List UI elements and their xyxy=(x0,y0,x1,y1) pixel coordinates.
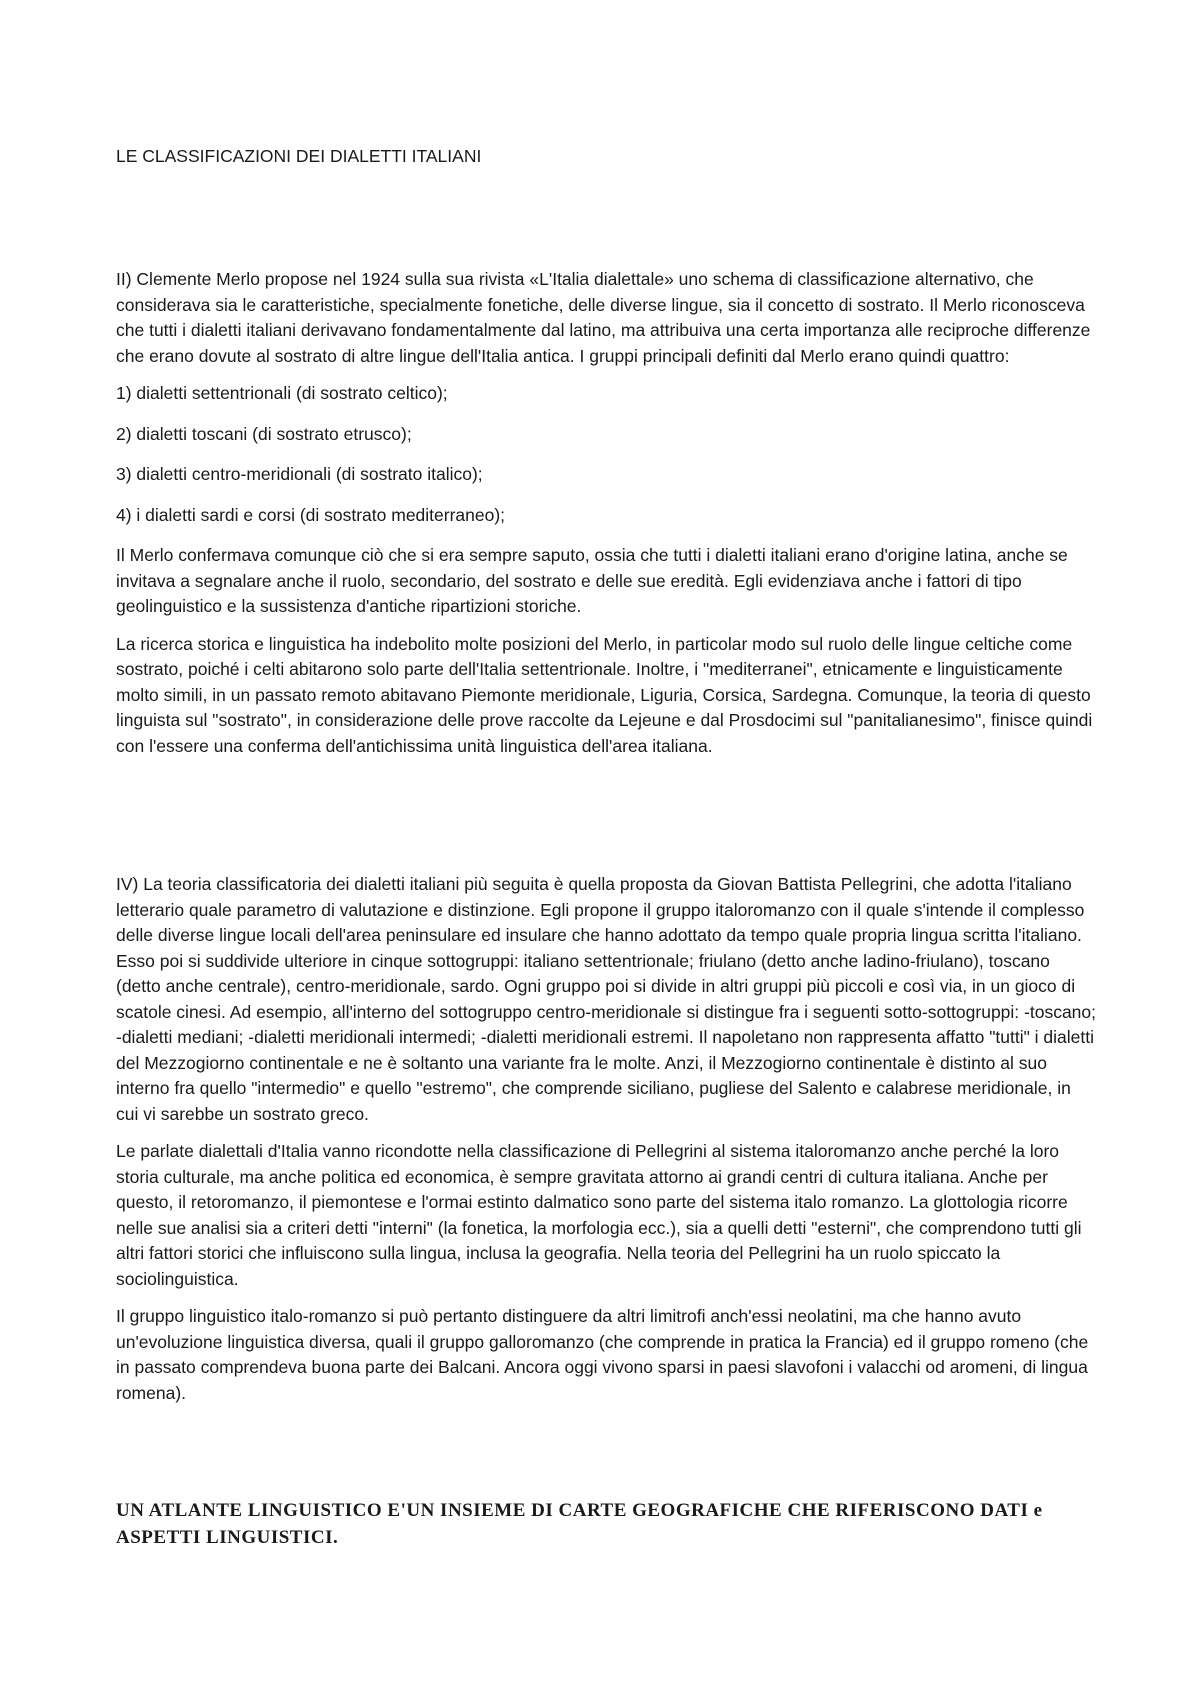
pellegrini-paragraph: Le parlate dialettali d'Italia vanno ricondotte nella classificazione di Pellegrini al sistema italoromanzo anche perché la loro storia culturale, ma anche politica ed economica, è sempre gravitata attorno ai grandi centri di cultura italiana. Anche per questo, il retoromanzo, il piemontese e l'ormai estinto dalmatico sono parte del sistema italo romanzo. La glottologia ricorre nelle sue analisi sia a criteri detti "interni" (la fonetica, la morfologia ecc.), sia a quelli detti "esterni", che comprendono tutti gli altri fattori storici che influiscono sulla lingua, inclusa la geografia. Nella teoria del Pellegrini ha un ruolo spiccato la sociolinguistica. xyxy=(116,1141,1082,1289)
merlo-group-item: 1) dialetti settentrionali (di sostrato celtico); xyxy=(116,383,448,403)
merlo-intro-paragraph: II) Clemente Merlo propose nel 1924 sulla sua rivista «L'Italia dialettale» uno schema di classificazione alternativo, che considerava sia le caratteristiche, specialmente fonetiche, delle diverse lingue, sia il concetto di sostrato. Il Merlo riconosceva che tutti i dialetti italiani derivavano fondamentalmente dal latino, ma attribuiva una certa importanza alle reciproche differenze che erano dovute al sostrato di altre lingue dell'Italia antica. I gruppi principali definiti dal Merlo erano quindi quattro: xyxy=(116,269,1091,366)
section-merlo xyxy=(116,267,1096,771)
merlo-paragraph: Il Merlo confermava comunque ciò che si era sempre saputo, ossia che tutti i dialetti italiani erano d'origine latina, anche se invitava a segnalare anche il ruolo, secondario, del sostrato e delle sue eredità. Egli evidenziava anche i fattori di tipo geolinguistico e la sussistenza d'antiche ripartizioni storiche. xyxy=(116,545,1068,616)
merlo-group-item: 4) i dialetti sardi e corsi (di sostrato mediterraneo); xyxy=(116,504,506,525)
merlo-group-item: 2) dialetti toscani (di sostrato etrusco); xyxy=(116,423,412,444)
atlas-definition-heading: UN ATLANTE LINGUISTICO E'UN INSIEME DI CARTE GEOGRAFICHE CHE RIFERISCONO DATI e ASPETTI LINGUISTICI. xyxy=(116,1500,1043,1548)
pellegrini-paragraph: IV) La teoria classificatoria dei dialetti italiani più seguita è quella proposta da Giovan Battista Pellegrini, che adotta l'italiano letterario quale parametro di valutazione e distinzione. Egli propone il gruppo italoromanzo con il quale s'intende il complesso delle diverse lingue locali dell'area peninsulare ed insulare che hanno adottato da tempo quale propria lingua scritta l'italiano. Esso poi si suddivide ulteriore in cinque sottogruppi: italiano settentrionale; friulano (detto anche ladino-friulano), toscano (detto anche centrale), centro-meridionale, sardo. Ogni gruppo poi si divide in altri gruppi più piccoli e così via, in un gioco di scatole cinesi. Ad esempio, all'interno del sottogruppo centro-meridionale si distingue fra i seguenti sotto-sottogruppi: -toscano; -dialetti mediani; -dialetti meridionali intermedi; -dialetti meridionali estremi. Il napoletano non rappresenta affatto "tutti" i dialetti del Mezzogiorno continentale e ne è soltanto una variante fra le molte. Anzi, il Mezzogiorno continentale è distinto al suo interno fra quello "intermedio" e quello "estremo", che comprende siciliano, pugliese del Salento e calabrese meridionale, in cui vi sarebbe un sostrato greco. xyxy=(116,874,1096,1124)
merlo-paragraph: La ricerca storica e linguistica ha indebolito molte posizioni del Merlo, in particolar modo sul ruolo delle lingue celtiche come sostrato, poiché i celti abitarono solo parte dell'Italia settentrionale. Inoltre, i "mediterranei", etnicamente e linguisticamente molto simili, in un passato remoto abitavano Piemonte meridionale, Liguria, Corsica, Sardegna. Comunque, la teoria di questo linguista sul "sostrato", in considerazione delle prove raccolte da Lejeune e dal Prosdocimi sul "panitalianesimo", finisce quindi con l'essere una conferma dell'antichissima unità linguistica dell'area italiana. xyxy=(116,633,1093,756)
document-title: LE CLASSIFICAZIONI DEI DIALETTI ITALIANI xyxy=(116,146,482,166)
merlo-group-item: 3) dialetti centro-meridionali (di sostrato italico); xyxy=(116,464,483,484)
section-pellegrini xyxy=(116,872,1096,1418)
pellegrini-paragraph: Il gruppo linguistico italo-romanzo si può pertanto distinguere da altri limitrofi anch'essi neolatini, ma che hanno avuto un'evoluzione linguistica diversa, quali il gruppo galloromanzo (che comprende in pratica la Francia) ed il gruppo romeno (che in passato comprendeva buona parte dei Balcani. Ancora oggi vivono sparsi in paesi slavofoni i valacchi od aromeni, di lingua romena). xyxy=(116,1306,1089,1403)
